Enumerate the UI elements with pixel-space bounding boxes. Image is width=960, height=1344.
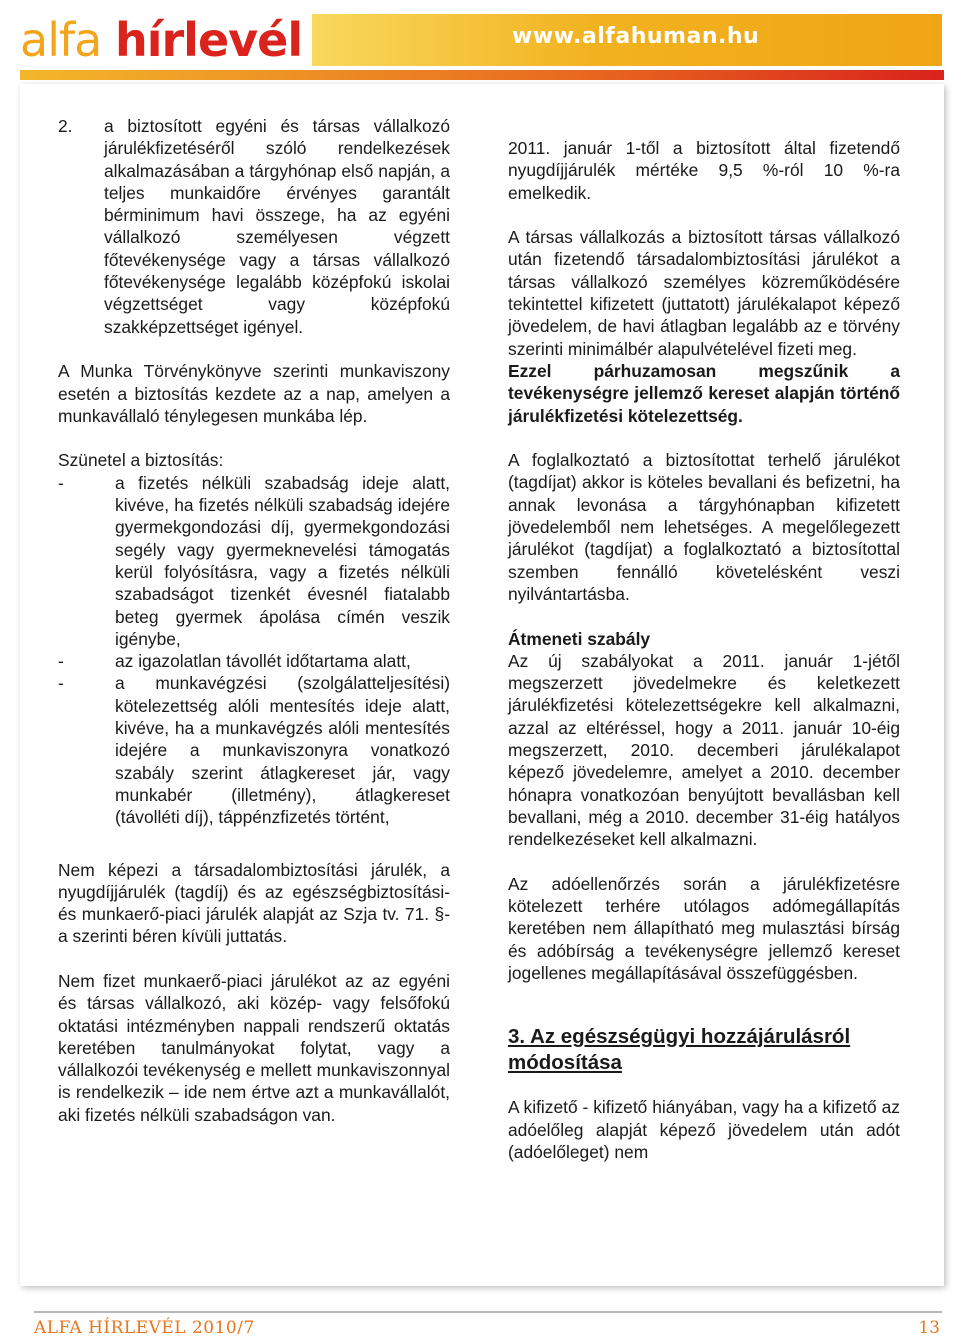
dash-item-igazolatlan	[58, 650, 450, 672]
dash-item-munkavegzesi	[58, 672, 450, 828]
section-3-title: 3. Az egészségügyi hozzájárulásról módosítása	[508, 1025, 851, 1075]
right-column	[508, 137, 900, 1163]
numbered-item-2	[58, 115, 450, 338]
paragraph-adoellenorzes: Az adóellenőrzés során a járulékfizetésre kötelezett terhére utólagos adómegállapítás keretében nem állapítható meg mulasztási bírság és adóbírság a tevékenységre jellemző kereset jogellenes megállapításával összefüggésben.	[508, 873, 900, 983]
left-column	[58, 115, 450, 1148]
dash-marker: -	[58, 651, 64, 672]
paragraph-nem-fizet: Nem fizet munkaerő-piaci járulékot az az egyéni és társas vállalkozó, aki közép- vagy felsőfokú oktatási intézményben nappali rendszerű oktatás keretében tanulmányokat folytat, vagy a vállalkozói tevékenység e mellett munkaviszonnyal is rendelkezik – ide nem értve azt a munkavállalót, aki fizetés nélküli szabadságon van.	[58, 970, 450, 1125]
dash-item-fizetes-nelkuli	[58, 472, 450, 650]
paragraph-szunetel-intro: Szünetel a biztosítás:	[58, 450, 224, 471]
alfa-hirlevel-logo	[20, 12, 302, 68]
dash-item-text: a munkavégzési (szolgálatteljesítési) kötelezettség alóli mentesítés ideje alatt, kivéve, ha a munkavégzés alóli mentesítés idejére a munkaviszonyra vonatkozó szabály szerint átlagkereset jár, vagy munkabér (illetmény), átlagkereset (távolléti díj), táppénzfizetés történt,	[115, 673, 450, 828]
dash-item-text: a fizetés nélküli szabadság ideje alatt, kivéve, ha fizetés nélküli szabadság idejére gyermekgondozási díj, gyermekgondozási segély vagy gyermeknevelési támogatás kerül folyósításra, vagy a fizetés nélküli szabadságot tizenkét évesnél fiatalabb beteg gyermek ápolása címén veszik igénybe,	[115, 472, 450, 649]
item-2-text: a biztosított egyéni és társas vállalkozó járulékfizetéséről szóló rendelkezések alkalmazásában a tárgyhónap első napján, a teljes munkaidőre érvényes garantált bérminimum havi összege, ha az egyéni vállalkozó személyesen végzett főtevékenysége vagy a társas vállalkozó főtevékenysége legalább középfokú iskolai végzettséget vagy középfokú szakképzettséget igényel.	[104, 116, 450, 337]
spacer	[58, 829, 450, 859]
footer-publication-title: ALFA HÍRLEVÉL 2010/7	[34, 1318, 255, 1338]
paragraph-ezzel-parhuzamosan: Ezzel párhuzamosan megszűnik a tevékenységre jellemző kereset alapján történő járulékfizetési kötelezettség.	[508, 360, 900, 426]
header-divider	[20, 70, 944, 80]
paragraph-atmeneti: Az új szabályokat a 2011. január 1-jétől megszerzett jövedelmekre és keletkezett járulékfizetési kötelezettségekre kell alkalmazni, azzal az eltéréssel, hogy a 2011. január 10-éig megszerzett, 2010. decemberi járulékalapot képező jövedelemre, amelyet a 2010. december hónapra vonatkozóan benyújtott bevallásban kell bevallani, még a 2010. december 31-éig hatályos rendelkezéseket kell alkalmazni.	[508, 650, 900, 850]
page-header	[0, 0, 960, 74]
item-number: 2.	[58, 116, 73, 136]
heading-atmeneti-szabaly: Átmeneti szabály	[508, 628, 651, 649]
footer-page-number: 13	[918, 1318, 940, 1338]
logo-alfa-text: alfa	[20, 13, 102, 67]
dash-item-text: az igazolatlan távollét időtartama alatt,	[115, 651, 411, 672]
dash-marker: -	[58, 472, 64, 493]
paragraph-2011-januar: 2011. január 1-től a biztosított által fizetendő nyugdíjjárulék mértéke 9,5 %-ról 10 %-ra emelkedik.	[508, 138, 900, 203]
paragraph-nem-kepezi: Nem képezi a társadalombiztosítási járulék, a nyugdíjjárulék (tagdíj) és az egészségbiztosítási- és munkaerő-piaci járulék alapját az Szja tv. 71. §-a szerinti béren kívüli juttatás.	[58, 859, 450, 947]
logo-hirlevel-text: hírlevél	[114, 13, 303, 67]
paragraph-tarsas-vallalkozas: A társas vállalkozás a biztosított társas vállalkozó után fizetendő társadalombiztosítási járulékot a társas vállalkozó személyes közreműködésére tekintettel kifizetett (juttatott) járulékalapot képező jövedelem, de havi átlagban legalább az e törvény szerinti minimálbér alapulvételével fizeti meg.	[508, 227, 900, 359]
paragraph-foglalkoztato: A foglalkoztató a biztosítottat terhelő járulékot (tagdíjat) akkor is köteles bevallani és befizetni, ha annak levonása a tárgyhónapban kifizetett jövedelemből nem lehetséges. A megelőlegezett járulékot (tagdíjat) a foglalkoztató a biztosítottal szemben fennálló követelésként veszi nyilvántartásba.	[508, 450, 900, 604]
paragraph-kifizeto: A kifizető - kifizető hiányában, vagy ha a kifizető az adóelőleg alapját képező jövedelem után adót (adóelőleget) nem	[508, 1097, 900, 1162]
dash-marker: -	[58, 673, 64, 694]
paragraph-munka-torvenykonyve: A Munka Törvénykönyve szerinti munkaviszony esetén a biztosítás kezdete az a nap, amelyen a munkavállaló ténylegesen munkába lép.	[58, 361, 450, 426]
footer-divider	[34, 1311, 942, 1313]
header-website-url[interactable]: www.alfahuman.hu	[512, 24, 760, 49]
